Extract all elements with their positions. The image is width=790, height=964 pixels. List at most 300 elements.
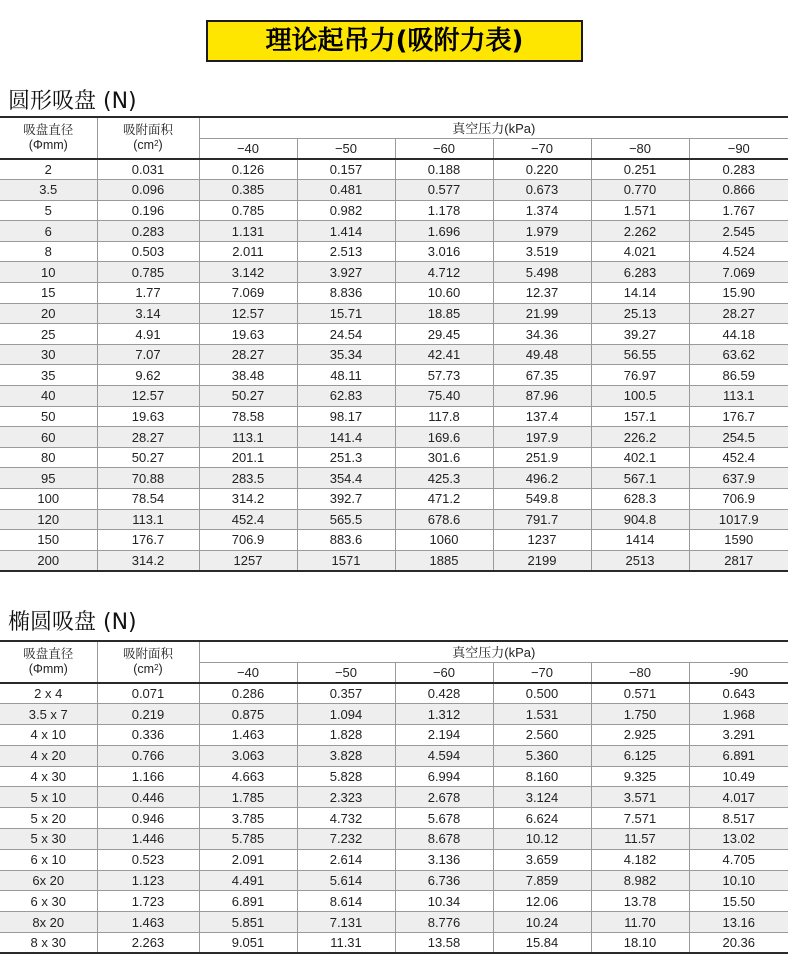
force-cell: 1.785 — [199, 787, 297, 808]
force-cell: 791.7 — [493, 509, 591, 530]
force-cell: 314.2 — [199, 489, 297, 510]
table-row — [0, 787, 788, 808]
area-cell: 0.523 — [97, 849, 199, 870]
area-cell: 3.14 — [97, 303, 199, 324]
oval-section-title: 椭圆吸盘 (N) — [8, 610, 137, 635]
force-cell: 3.291 — [689, 725, 788, 746]
area-unit-exponent: 2 — [154, 139, 159, 148]
force-cell: 35.34 — [297, 344, 395, 365]
area-unit: (cm — [133, 138, 155, 152]
area-cell: 1.723 — [97, 891, 199, 912]
force-cell: 1060 — [395, 530, 493, 551]
force-cell: 4.524 — [689, 241, 788, 262]
force-cell: 2.011 — [199, 241, 297, 262]
force-cell: 2.091 — [199, 849, 297, 870]
area-cell: 78.54 — [97, 489, 199, 510]
force-cell: 637.9 — [689, 468, 788, 489]
force-cell: 13.78 — [591, 891, 689, 912]
table-row — [0, 849, 788, 870]
area-unit-exponent: 2 — [154, 663, 159, 672]
force-cell: 113.1 — [689, 386, 788, 407]
force-cell: 10.49 — [689, 766, 788, 787]
force-cell: 2.513 — [297, 241, 395, 262]
force-cell: 0.357 — [297, 683, 395, 704]
size-cell: 30 — [0, 344, 97, 365]
force-cell: 1571 — [297, 550, 395, 571]
force-cell: 67.35 — [493, 365, 591, 386]
area-unit-close: ) — [158, 138, 163, 152]
force-cell: 3.142 — [199, 262, 297, 283]
force-cell: 5.498 — [493, 262, 591, 283]
area-cell: 113.1 — [97, 509, 199, 530]
table-row — [0, 489, 788, 510]
force-cell: 86.59 — [689, 365, 788, 386]
force-cell: 98.17 — [297, 406, 395, 427]
force-cell: 0.982 — [297, 200, 395, 221]
size-cell: 5 x 20 — [0, 808, 97, 829]
force-cell: 38.48 — [199, 365, 297, 386]
table-row — [0, 933, 788, 954]
force-cell: 3.063 — [199, 745, 297, 766]
page-banner-title: 理论起吊力(吸附力表) — [206, 20, 583, 62]
diameter-header-line2: (Φmm) — [28, 662, 68, 676]
diameter-header — [0, 117, 97, 159]
size-cell: 80 — [0, 447, 97, 468]
force-cell: 157.1 — [591, 406, 689, 427]
force-cell: 565.5 — [297, 509, 395, 530]
force-cell: 49.48 — [493, 344, 591, 365]
force-cell: 7.069 — [199, 283, 297, 304]
size-cell: 5 — [0, 200, 97, 221]
force-cell: 0.770 — [591, 180, 689, 201]
size-cell: 4 x 10 — [0, 725, 97, 746]
area-cell: 70.88 — [97, 468, 199, 489]
force-cell: 2817 — [689, 550, 788, 571]
force-cell: 15.90 — [689, 283, 788, 304]
area-header-line2 — [98, 662, 199, 677]
area-cell: 176.7 — [97, 530, 199, 551]
pressure-header-cell: −60 — [395, 662, 493, 683]
table-row — [0, 221, 788, 242]
force-cell: 141.4 — [297, 427, 395, 448]
area-cell: 50.27 — [97, 447, 199, 468]
force-cell: 19.63 — [199, 324, 297, 345]
force-cell: 1590 — [689, 530, 788, 551]
force-cell: 1.131 — [199, 221, 297, 242]
force-cell: 2513 — [591, 550, 689, 571]
area-cell: 314.2 — [97, 550, 199, 571]
force-cell: 1.374 — [493, 200, 591, 221]
force-cell: 3.659 — [493, 849, 591, 870]
force-cell: 7.859 — [493, 870, 591, 891]
force-cell: 0.643 — [689, 683, 788, 704]
force-cell: 5.828 — [297, 766, 395, 787]
force-cell: 1414 — [591, 530, 689, 551]
size-cell: 20 — [0, 303, 97, 324]
size-cell: 120 — [0, 509, 97, 530]
force-cell: 3.927 — [297, 262, 395, 283]
vacuum-pressure-header: 真空压力(kPa) — [199, 641, 788, 662]
force-cell: 402.1 — [591, 447, 689, 468]
force-cell: 63.62 — [689, 344, 788, 365]
force-cell: 117.8 — [395, 406, 493, 427]
force-cell: 2.560 — [493, 725, 591, 746]
force-cell: 4.491 — [199, 870, 297, 891]
diameter-header-line2: (Φmm) — [28, 138, 68, 152]
force-cell: 3.571 — [591, 787, 689, 808]
force-cell: 471.2 — [395, 489, 493, 510]
force-cell: 2.614 — [297, 849, 395, 870]
area-cell: 1.463 — [97, 912, 199, 933]
area-cell: 0.446 — [97, 787, 199, 808]
force-cell: 21.99 — [493, 303, 591, 324]
force-cell: 1885 — [395, 550, 493, 571]
force-cell: 706.9 — [689, 489, 788, 510]
force-cell: 0.577 — [395, 180, 493, 201]
area-cell: 7.07 — [97, 344, 199, 365]
force-cell: 14.14 — [591, 283, 689, 304]
force-cell: 29.45 — [395, 324, 493, 345]
force-cell: 8.678 — [395, 829, 493, 850]
area-cell: 1.123 — [97, 870, 199, 891]
pressure-header-cell: −60 — [395, 138, 493, 159]
round-force-table — [0, 116, 788, 572]
force-cell: 100.5 — [591, 386, 689, 407]
force-cell: 1257 — [199, 550, 297, 571]
force-cell: 1.571 — [591, 200, 689, 221]
table-row — [0, 406, 788, 427]
size-cell: 8 — [0, 241, 97, 262]
force-cell: 0.385 — [199, 180, 297, 201]
force-cell: 201.1 — [199, 447, 297, 468]
pressure-header-cell: −70 — [493, 138, 591, 159]
force-cell: 39.27 — [591, 324, 689, 345]
table-row — [0, 303, 788, 324]
force-cell: 48.11 — [297, 365, 395, 386]
force-cell: 2.925 — [591, 725, 689, 746]
force-cell: 4.732 — [297, 808, 395, 829]
force-cell: 9.051 — [199, 933, 297, 954]
force-cell: 50.27 — [199, 386, 297, 407]
force-cell: 0.481 — [297, 180, 395, 201]
area-header — [97, 641, 199, 683]
size-cell: 95 — [0, 468, 97, 489]
force-cell: 0.283 — [689, 159, 788, 180]
force-cell: 28.27 — [689, 303, 788, 324]
force-cell: 5.851 — [199, 912, 297, 933]
area-header-line1: 吸附面积 — [122, 123, 173, 137]
table-row — [0, 829, 788, 850]
force-cell: 12.06 — [493, 891, 591, 912]
force-cell: 20.36 — [689, 933, 788, 954]
force-cell: 18.85 — [395, 303, 493, 324]
force-cell: 176.7 — [689, 406, 788, 427]
force-cell: 1.178 — [395, 200, 493, 221]
table-row — [0, 509, 788, 530]
force-cell: 8.517 — [689, 808, 788, 829]
force-cell: 10.10 — [689, 870, 788, 891]
area-cell: 0.283 — [97, 221, 199, 242]
size-cell: 5 x 10 — [0, 787, 97, 808]
force-cell: 2.545 — [689, 221, 788, 242]
table-row — [0, 447, 788, 468]
force-cell: 10.34 — [395, 891, 493, 912]
force-cell: 0.500 — [493, 683, 591, 704]
force-cell: 3.124 — [493, 787, 591, 808]
force-cell: 7.232 — [297, 829, 395, 850]
pressure-header-cell: −80 — [591, 138, 689, 159]
force-cell: 12.37 — [493, 283, 591, 304]
force-cell: 628.3 — [591, 489, 689, 510]
oval-force-table — [0, 640, 788, 954]
area-cell: 0.219 — [97, 704, 199, 725]
force-cell: 15.50 — [689, 891, 788, 912]
table-row — [0, 891, 788, 912]
force-cell: 18.10 — [591, 933, 689, 954]
table-row — [0, 912, 788, 933]
force-cell: 0.126 — [199, 159, 297, 180]
force-cell: 87.96 — [493, 386, 591, 407]
force-cell: 1.414 — [297, 221, 395, 242]
table-row — [0, 468, 788, 489]
force-cell: 0.286 — [199, 683, 297, 704]
force-cell: 1.531 — [493, 704, 591, 725]
size-cell: 25 — [0, 324, 97, 345]
size-cell: 8x 20 — [0, 912, 97, 933]
area-cell: 19.63 — [97, 406, 199, 427]
force-cell: 3.136 — [395, 849, 493, 870]
force-cell: 2199 — [493, 550, 591, 571]
force-cell: 496.2 — [493, 468, 591, 489]
round-section-title: 圆形吸盘 (N) — [8, 89, 137, 114]
force-cell: 10.60 — [395, 283, 493, 304]
force-cell: 137.4 — [493, 406, 591, 427]
force-cell: 8.982 — [591, 870, 689, 891]
force-cell: 8.776 — [395, 912, 493, 933]
force-cell: 0.673 — [493, 180, 591, 201]
table-row — [0, 550, 788, 571]
force-cell: 4.663 — [199, 766, 297, 787]
table-row — [0, 530, 788, 551]
vacuum-pressure-header: 真空压力(kPa) — [199, 117, 788, 138]
force-cell: 706.9 — [199, 530, 297, 551]
pressure-header-cell: −80 — [591, 662, 689, 683]
force-cell: 6.994 — [395, 766, 493, 787]
force-cell: 15.84 — [493, 933, 591, 954]
force-cell: 3.016 — [395, 241, 493, 262]
size-cell: 3.5 — [0, 180, 97, 201]
force-cell: 24.54 — [297, 324, 395, 345]
table-row — [0, 427, 788, 448]
force-cell: 6.283 — [591, 262, 689, 283]
force-cell: 78.58 — [199, 406, 297, 427]
force-cell: 1.750 — [591, 704, 689, 725]
table-row — [0, 324, 788, 345]
force-cell: 7.131 — [297, 912, 395, 933]
force-cell: 1.094 — [297, 704, 395, 725]
pressure-header-cell: −50 — [297, 138, 395, 159]
force-cell: 9.325 — [591, 766, 689, 787]
pressure-header-cell: -90 — [689, 662, 788, 683]
force-cell: 5.360 — [493, 745, 591, 766]
force-cell: 425.3 — [395, 468, 493, 489]
force-cell: 34.36 — [493, 324, 591, 345]
force-cell: 3.519 — [493, 241, 591, 262]
force-cell: 15.71 — [297, 303, 395, 324]
force-cell: 3.828 — [297, 745, 395, 766]
force-cell: 6.891 — [689, 745, 788, 766]
area-cell: 0.785 — [97, 262, 199, 283]
force-cell: 12.57 — [199, 303, 297, 324]
area-header-line2 — [98, 138, 199, 153]
size-cell: 10 — [0, 262, 97, 283]
size-cell: 50 — [0, 406, 97, 427]
size-cell: 6 x 10 — [0, 849, 97, 870]
force-cell: 13.16 — [689, 912, 788, 933]
table-row — [0, 200, 788, 221]
force-cell: 5.678 — [395, 808, 493, 829]
area-unit: (cm — [133, 662, 155, 676]
force-cell: 4.182 — [591, 849, 689, 870]
size-cell: 4 x 20 — [0, 745, 97, 766]
force-cell: 452.4 — [689, 447, 788, 468]
diameter-header-line1: 吸盘直径 — [23, 123, 74, 137]
area-cell: 0.766 — [97, 745, 199, 766]
force-cell: 354.4 — [297, 468, 395, 489]
force-cell: 7.571 — [591, 808, 689, 829]
area-unit-close: ) — [158, 662, 163, 676]
table-row — [0, 386, 788, 407]
force-cell: 392.7 — [297, 489, 395, 510]
force-cell: 0.188 — [395, 159, 493, 180]
pressure-header-cell: −40 — [199, 138, 297, 159]
force-cell: 1.767 — [689, 200, 788, 221]
size-cell: 15 — [0, 283, 97, 304]
area-cell: 0.946 — [97, 808, 199, 829]
force-cell: 6.736 — [395, 870, 493, 891]
force-cell: 4.705 — [689, 849, 788, 870]
force-cell: 6.891 — [199, 891, 297, 912]
force-cell: 5.785 — [199, 829, 297, 850]
force-cell: 7.069 — [689, 262, 788, 283]
force-cell: 0.157 — [297, 159, 395, 180]
force-cell: 113.1 — [199, 427, 297, 448]
table-row — [0, 766, 788, 787]
table-row — [0, 725, 788, 746]
force-cell: 251.9 — [493, 447, 591, 468]
force-cell: 5.614 — [297, 870, 395, 891]
force-cell: 62.83 — [297, 386, 395, 407]
area-cell: 1.77 — [97, 283, 199, 304]
force-cell: 42.41 — [395, 344, 493, 365]
force-cell: 1.463 — [199, 725, 297, 746]
force-cell: 56.55 — [591, 344, 689, 365]
pressure-header-cell: −70 — [493, 662, 591, 683]
table-row — [0, 365, 788, 386]
force-cell: 11.57 — [591, 829, 689, 850]
area-cell: 1.446 — [97, 829, 199, 850]
force-cell: 169.6 — [395, 427, 493, 448]
force-cell: 904.8 — [591, 509, 689, 530]
force-cell: 25.13 — [591, 303, 689, 324]
force-cell: 4.712 — [395, 262, 493, 283]
area-header-line1: 吸附面积 — [122, 647, 173, 661]
force-cell: 6.125 — [591, 745, 689, 766]
area-cell: 12.57 — [97, 386, 199, 407]
force-cell: 883.6 — [297, 530, 395, 551]
force-cell: 0.220 — [493, 159, 591, 180]
force-cell: 197.9 — [493, 427, 591, 448]
force-cell: 678.6 — [395, 509, 493, 530]
size-cell: 2 — [0, 159, 97, 180]
force-cell: 0.785 — [199, 200, 297, 221]
force-cell: 4.021 — [591, 241, 689, 262]
force-cell: 251.3 — [297, 447, 395, 468]
area-cell: 0.031 — [97, 159, 199, 180]
force-cell: 10.12 — [493, 829, 591, 850]
size-cell: 35 — [0, 365, 97, 386]
diameter-header — [0, 641, 97, 683]
size-cell: 6x 20 — [0, 870, 97, 891]
force-cell: 3.785 — [199, 808, 297, 829]
force-cell: 75.40 — [395, 386, 493, 407]
area-header — [97, 117, 199, 159]
area-cell: 0.196 — [97, 200, 199, 221]
size-cell: 3.5 x 7 — [0, 704, 97, 725]
force-cell: 28.27 — [199, 344, 297, 365]
table-row — [0, 344, 788, 365]
force-cell: 1.828 — [297, 725, 395, 746]
force-cell: 549.8 — [493, 489, 591, 510]
size-cell: 150 — [0, 530, 97, 551]
force-cell: 11.31 — [297, 933, 395, 954]
pressure-header-cell: −50 — [297, 662, 395, 683]
force-cell: 1.979 — [493, 221, 591, 242]
table-row — [0, 283, 788, 304]
area-cell: 0.071 — [97, 683, 199, 704]
area-cell: 2.263 — [97, 933, 199, 954]
force-cell: 10.24 — [493, 912, 591, 933]
force-cell: 8.836 — [297, 283, 395, 304]
force-cell: 1237 — [493, 530, 591, 551]
force-cell: 1.696 — [395, 221, 493, 242]
force-cell: 0.866 — [689, 180, 788, 201]
force-cell: 76.97 — [591, 365, 689, 386]
area-cell: 0.096 — [97, 180, 199, 201]
force-cell: 8.614 — [297, 891, 395, 912]
size-cell: 8 x 30 — [0, 933, 97, 954]
force-cell: 1017.9 — [689, 509, 788, 530]
oval-table-body — [0, 683, 788, 953]
table-row — [0, 683, 788, 704]
table-row — [0, 241, 788, 262]
force-cell: 2.323 — [297, 787, 395, 808]
size-cell: 60 — [0, 427, 97, 448]
size-cell: 40 — [0, 386, 97, 407]
table-row — [0, 180, 788, 201]
force-cell: 452.4 — [199, 509, 297, 530]
force-cell: 2.262 — [591, 221, 689, 242]
table-row — [0, 704, 788, 725]
force-cell: 1.968 — [689, 704, 788, 725]
size-cell: 2 x 4 — [0, 683, 97, 704]
pressure-header-cell: −40 — [199, 662, 297, 683]
force-cell: 8.160 — [493, 766, 591, 787]
force-cell: 0.571 — [591, 683, 689, 704]
size-cell: 6 x 30 — [0, 891, 97, 912]
area-cell: 28.27 — [97, 427, 199, 448]
size-cell: 5 x 30 — [0, 829, 97, 850]
